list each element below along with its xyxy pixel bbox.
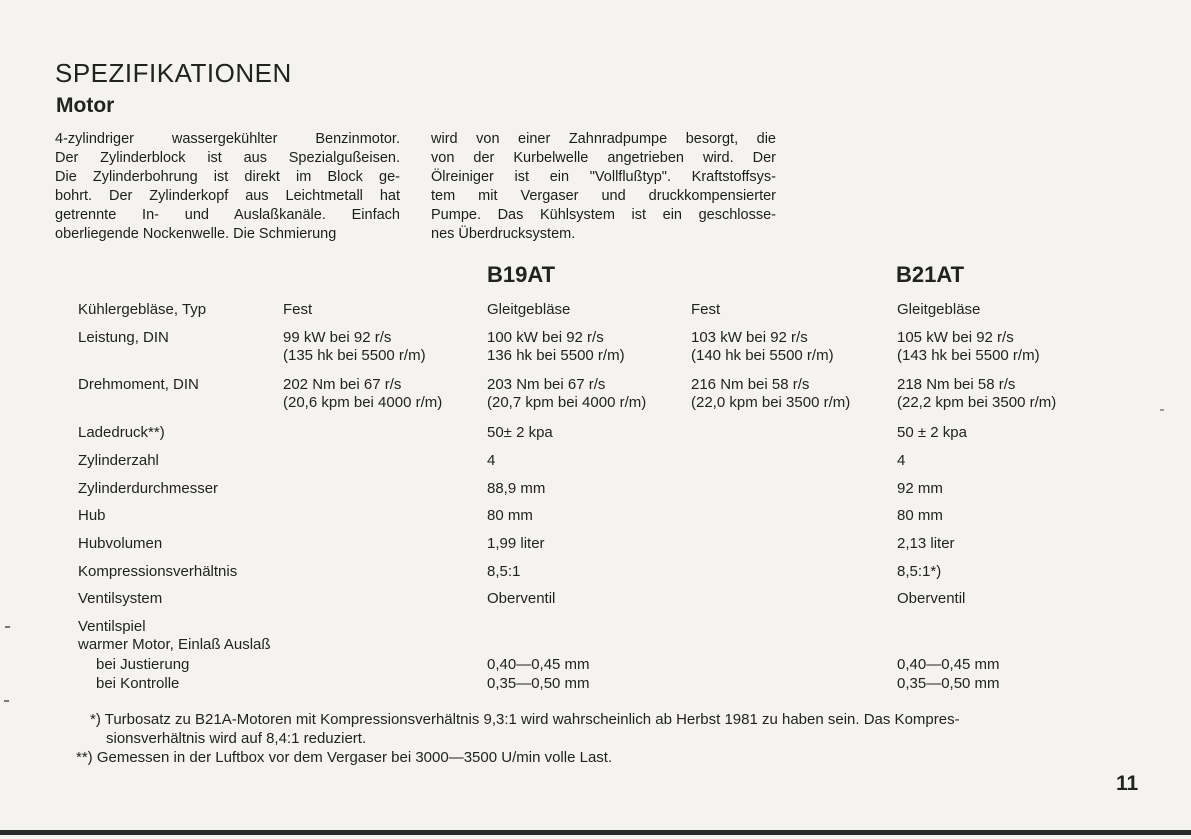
table-cell: 202 Nm bei 67 r/s	[283, 376, 402, 393]
table-cell: Gleitgebläse	[487, 301, 571, 318]
row-label: Kühlergebläse, Typ	[78, 301, 207, 318]
table-cell: 0,35—0,50 mm	[897, 675, 1000, 692]
table-cell: 50 ± 2 kpa	[897, 424, 967, 441]
row-label: Kompressionsverhältnis	[78, 563, 238, 580]
intro-line: von der Kurbelwelle angetrieben wird. Der	[431, 150, 776, 166]
page-title: SPEZIFIKATIONEN	[55, 58, 292, 88]
table-cell: 216 Nm bei 58 r/s	[691, 376, 810, 393]
intro-line: Die Zylinderbohrung ist direkt im Block ge-	[55, 169, 400, 185]
model-heading-b21at: B21AT	[896, 262, 965, 287]
intro-line: oberliegende Nockenwelle. Die Schmierung	[55, 226, 337, 242]
table-cell: (20,7 kpm bei 4000 r/m)	[487, 394, 647, 411]
table-cell: 80 mm	[897, 507, 943, 524]
table-cell: 0,40—0,45 mm	[897, 656, 1000, 673]
table-cell: (22,0 kpm bei 3500 r/m)	[691, 394, 851, 411]
table-cell: 0,40—0,45 mm	[487, 656, 590, 673]
row-label: Ventilspiel	[78, 618, 146, 635]
intro-line: bohrt. Der Zylinderkopf aus Leichtmetall hat	[55, 188, 400, 204]
intro-line: getrennte In- und Auslaßkanäle. Einfach	[55, 207, 400, 223]
table-cell: 8,5:1	[487, 563, 521, 580]
row-label: Drehmoment, DIN	[78, 376, 199, 393]
scan-mark	[5, 626, 10, 628]
table-cell: 88,9 mm	[487, 480, 546, 497]
table-cell: 8,5:1*)	[897, 563, 942, 580]
intro-line: tem mit Vergaser und druckkompensierter	[431, 188, 776, 204]
row-label: Ladedruck**)	[78, 424, 165, 441]
row-label: Ventilsystem	[78, 590, 163, 607]
table-cell: Oberventil	[487, 590, 556, 607]
footnote-2: **) Gemessen in der Luftbox vor dem Vergaser bei 3000—3500 U/min volle Last.	[76, 749, 613, 766]
table-cell: 80 mm	[487, 507, 533, 524]
table-cell: 4	[897, 452, 906, 469]
table-cell: 103 kW bei 92 r/s	[691, 329, 808, 346]
table-cell: (140 hk bei 5500 r/m)	[691, 347, 834, 364]
section-heading: Motor	[56, 94, 115, 117]
row-label: Zylinderzahl	[78, 452, 159, 469]
page-bottom-edge	[0, 830, 1191, 835]
table-cell: Gleitgebläse	[897, 301, 981, 318]
table-cell: 2,13 liter	[897, 535, 955, 552]
intro-line: Der Zylinderblock ist aus Spezialgußeisen.	[55, 150, 400, 166]
row-label: Hub	[78, 507, 106, 524]
table-cell: 203 Nm bei 67 r/s	[487, 376, 606, 393]
intro-line: Ölreiniger ist ein "Vollflußtyp". Kraftstoffsys-	[431, 169, 776, 185]
intro-line: wird von einer Zahnradpumpe besorgt, die	[431, 131, 776, 147]
footnote-1-continued: sionsverhältnis wird auf 8,4:1 reduziert.	[106, 730, 367, 747]
table-cell: 218 Nm bei 58 r/s	[897, 376, 1016, 393]
row-label: Leistung, DIN	[78, 329, 169, 346]
scan-mark	[4, 700, 9, 702]
row-sublabel: bei Kontrolle	[96, 675, 180, 692]
intro-line: nes Überdrucksystem.	[431, 226, 576, 242]
row-label: Hubvolumen	[78, 535, 163, 552]
intro-paragraph-left	[55, 130, 400, 244]
table-cell: 92 mm	[897, 480, 943, 497]
row-sublabel: bei Justierung	[96, 656, 190, 673]
scan-mark	[1160, 409, 1164, 411]
table-cell: 100 kW bei 92 r/s	[487, 329, 604, 346]
model-heading-b19at: B19AT	[487, 262, 556, 287]
intro-paragraph-right	[431, 130, 776, 244]
intro-line: 4-zylindriger wassergekühlter Benzinmotor.	[55, 131, 400, 147]
table-cell: 1,99 liter	[487, 535, 545, 552]
table-cell: Oberventil	[897, 590, 966, 607]
table-cell: 4	[487, 452, 496, 469]
footnote-1: *) Turbosatz zu B21A-Motoren mit Kompressionsverhältnis 9,3:1 wird wahrscheinlich ab Herbst 1981 zu haben sein. Das Kompres-	[90, 711, 960, 728]
table-cell: 0,35—0,50 mm	[487, 675, 590, 692]
row-sublabel: warmer Motor, Einlaß Auslaß	[78, 636, 271, 653]
table-cell: 50± 2 kpa	[487, 424, 553, 441]
row-label: Zylinderdurchmesser	[78, 480, 219, 497]
table-cell: Fest	[283, 301, 313, 318]
table-cell: (135 hk bei 5500 r/m)	[283, 347, 426, 364]
table-cell: (143 hk bei 5500 r/m)	[897, 347, 1040, 364]
table-cell: 105 kW bei 92 r/s	[897, 329, 1014, 346]
intro-line: Pumpe. Das Kühlsystem ist ein geschlosse-	[431, 207, 776, 223]
table-cell: 136 hk bei 5500 r/m)	[487, 347, 625, 364]
table-cell: Fest	[691, 301, 721, 318]
table-cell: 99 kW bei 92 r/s	[283, 329, 392, 346]
table-cell: (20,6 kpm bei 4000 r/m)	[283, 394, 443, 411]
page-number: 11	[1116, 772, 1139, 795]
table-cell: (22,2 kpm bei 3500 r/m)	[897, 394, 1057, 411]
